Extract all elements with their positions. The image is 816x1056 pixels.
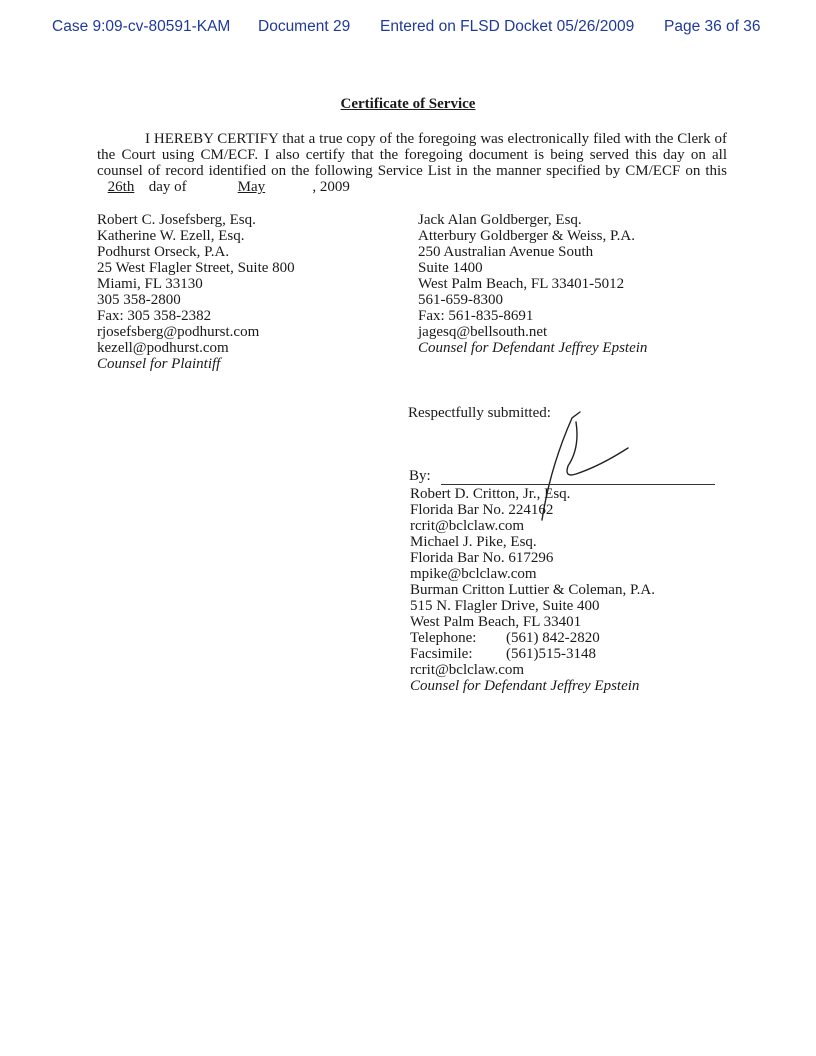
facsimile-value: (561)515-3148 xyxy=(506,646,596,662)
submitted-label: Respectfully submitted: xyxy=(408,405,551,421)
certification-text: I HEREBY CERTIFY that a true copy of the foregoing was electronically filed with the Clerk of the Court using CM/ECF. I also certify that the foregoing document is being served this day on all counsel of record identified on the following Service List in the manner specified by CM/ECF on this xyxy=(97,131,727,179)
address-line: West Palm Beach, FL 33401 xyxy=(410,614,582,630)
address-line: 561-659-8300 xyxy=(418,292,503,308)
defendant-counsel-block xyxy=(418,212,647,356)
address-line: 25 West Flagler Street, Suite 800 xyxy=(97,260,295,276)
year-text: , 2009 xyxy=(312,179,350,195)
address-line: Burman Critton Luttier & Coleman, P.A. xyxy=(410,582,655,598)
plaintiff-counsel-block xyxy=(97,212,295,372)
counsel-role: Counsel for Defendant Jeffrey Epstein xyxy=(418,340,648,356)
docket-entry: Entered on FLSD Docket 05/26/2009 xyxy=(380,18,635,35)
telephone-row xyxy=(410,630,655,646)
address-line: West Palm Beach, FL 33401-5012 xyxy=(418,276,625,292)
address-line: Michael J. Pike, Esq. xyxy=(410,534,537,550)
facsimile-label: Facsimile: xyxy=(410,646,473,662)
address-line: 515 N. Flagler Drive, Suite 400 xyxy=(410,598,600,614)
telephone-label: Telephone: xyxy=(410,630,477,646)
email-line: rcrit@bclclaw.com xyxy=(410,662,525,678)
address-line: Fax: 561-835-8691 xyxy=(418,308,534,324)
address-line: Robert C. Josefsberg, Esq. xyxy=(97,212,256,228)
address-line: Florida Bar No. 617296 xyxy=(410,550,554,566)
address-line: rcrit@bclclaw.com xyxy=(410,518,525,534)
address-line: jagesq@bellsouth.net xyxy=(418,324,548,340)
address-line: Atterbury Goldberger & Weiss, P.A. xyxy=(418,228,635,244)
address-line: Katherine W. Ezell, Esq. xyxy=(97,228,245,244)
counsel-role: Counsel for Defendant Jeffrey Epstein xyxy=(410,678,640,694)
page-number: Page 36 of 36 xyxy=(664,18,761,35)
month-blank: May xyxy=(237,179,266,195)
by-label: By: xyxy=(409,468,431,484)
signature-line xyxy=(441,484,715,485)
telephone-value: (561) 842-2820 xyxy=(506,630,600,646)
page-title: Certificate of Service xyxy=(340,96,476,112)
address-line: Florida Bar No. 224162 xyxy=(410,502,554,518)
address-line: kezell@podhurst.com xyxy=(97,340,229,356)
address-line: 305 358-2800 xyxy=(97,292,181,308)
case-number: Case 9:09-cv-80591-KAM xyxy=(52,18,231,35)
address-line: rjosefsberg@podhurst.com xyxy=(97,324,260,340)
document-number: Document 29 xyxy=(258,18,351,35)
certification-paragraph xyxy=(97,131,727,195)
day-blank: 26th xyxy=(107,179,135,195)
address-line: Suite 1400 xyxy=(418,260,483,276)
facsimile-row xyxy=(410,646,655,662)
address-line: Miami, FL 33130 xyxy=(97,276,203,292)
address-line: Podhurst Orseck, P.A. xyxy=(97,244,230,260)
signatory-counsel-block xyxy=(410,486,655,694)
address-line: mpike@bclclaw.com xyxy=(410,566,537,582)
address-line: Jack Alan Goldberger, Esq. xyxy=(418,212,582,228)
counsel-role: Counsel for Plaintiff xyxy=(97,356,221,372)
address-line: 250 Australian Avenue South xyxy=(418,244,594,260)
day-of-text: day of xyxy=(148,179,187,195)
address-line: Fax: 305 358-2382 xyxy=(97,308,212,324)
address-line: Robert D. Critton, Jr., Esq. xyxy=(410,486,571,502)
